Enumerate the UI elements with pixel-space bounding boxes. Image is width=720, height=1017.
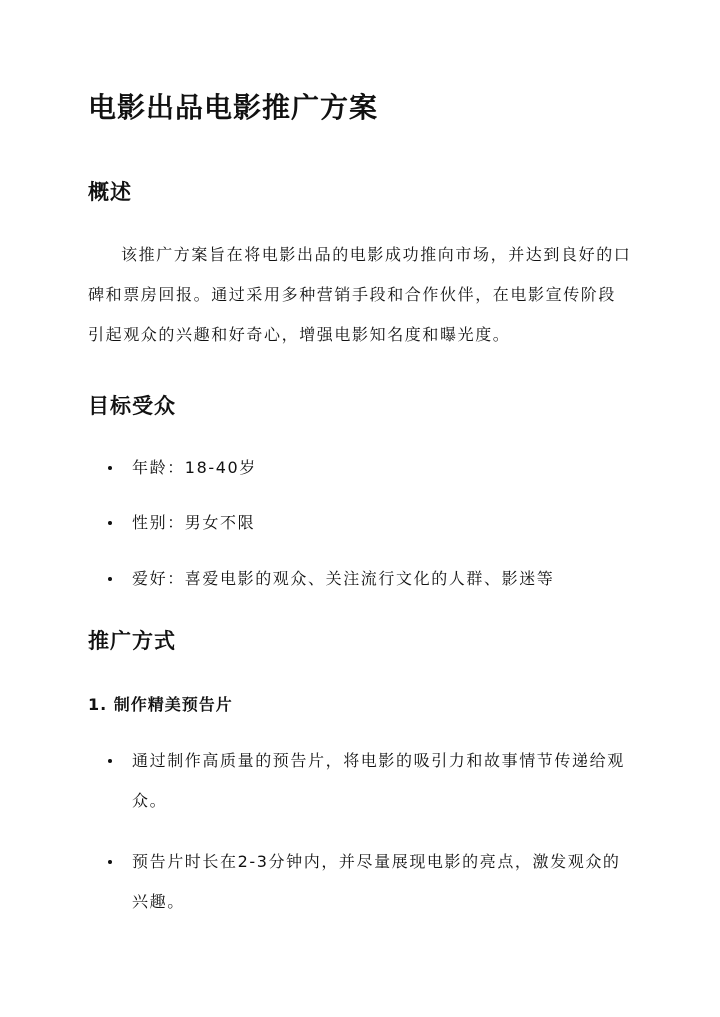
list-item <box>108 741 633 821</box>
overview-paragraph: 该推广方案旨在将电影出品的电影成功推向市场，并达到良好的口碑和票房回报。通过采用多种营销手段和合作伙伴，在电影宣传阶段引起观众的兴趣和好奇心，增强电影知名度和曝光度。 <box>88 245 632 344</box>
list-item-text: 年龄：18-40岁 <box>132 458 257 477</box>
bullet-icon <box>108 466 112 470</box>
list-item-text: 性别：男女不限 <box>132 513 256 532</box>
subsection-heading-trailer: 1. 制作精美预告片 <box>88 695 233 714</box>
section-heading-promotion-methods: 推广方式 <box>88 629 176 653</box>
list-item <box>108 448 633 488</box>
list-item <box>108 503 633 543</box>
section-heading-overview: 概述 <box>88 180 132 204</box>
list-item <box>108 842 633 922</box>
section-heading-target-audience: 目标受众 <box>88 394 176 418</box>
list-item-text: 预告片时长在2-3分钟内，并尽量展现电影的亮点，激发观众的兴趣。 <box>132 852 621 911</box>
document-title: 电影出品电影推广方案 <box>88 91 379 124</box>
list-item <box>108 559 633 599</box>
bullet-icon <box>108 577 112 581</box>
bullet-icon <box>108 759 112 763</box>
bullet-icon <box>108 521 112 525</box>
list-item-text: 爱好：喜爱电影的观众、关注流行文化的人群、影迷等 <box>132 569 555 588</box>
list-item-text: 通过制作高质量的预告片，将电影的吸引力和故事情节传递给观众。 <box>132 751 625 810</box>
bullet-icon <box>108 860 112 864</box>
